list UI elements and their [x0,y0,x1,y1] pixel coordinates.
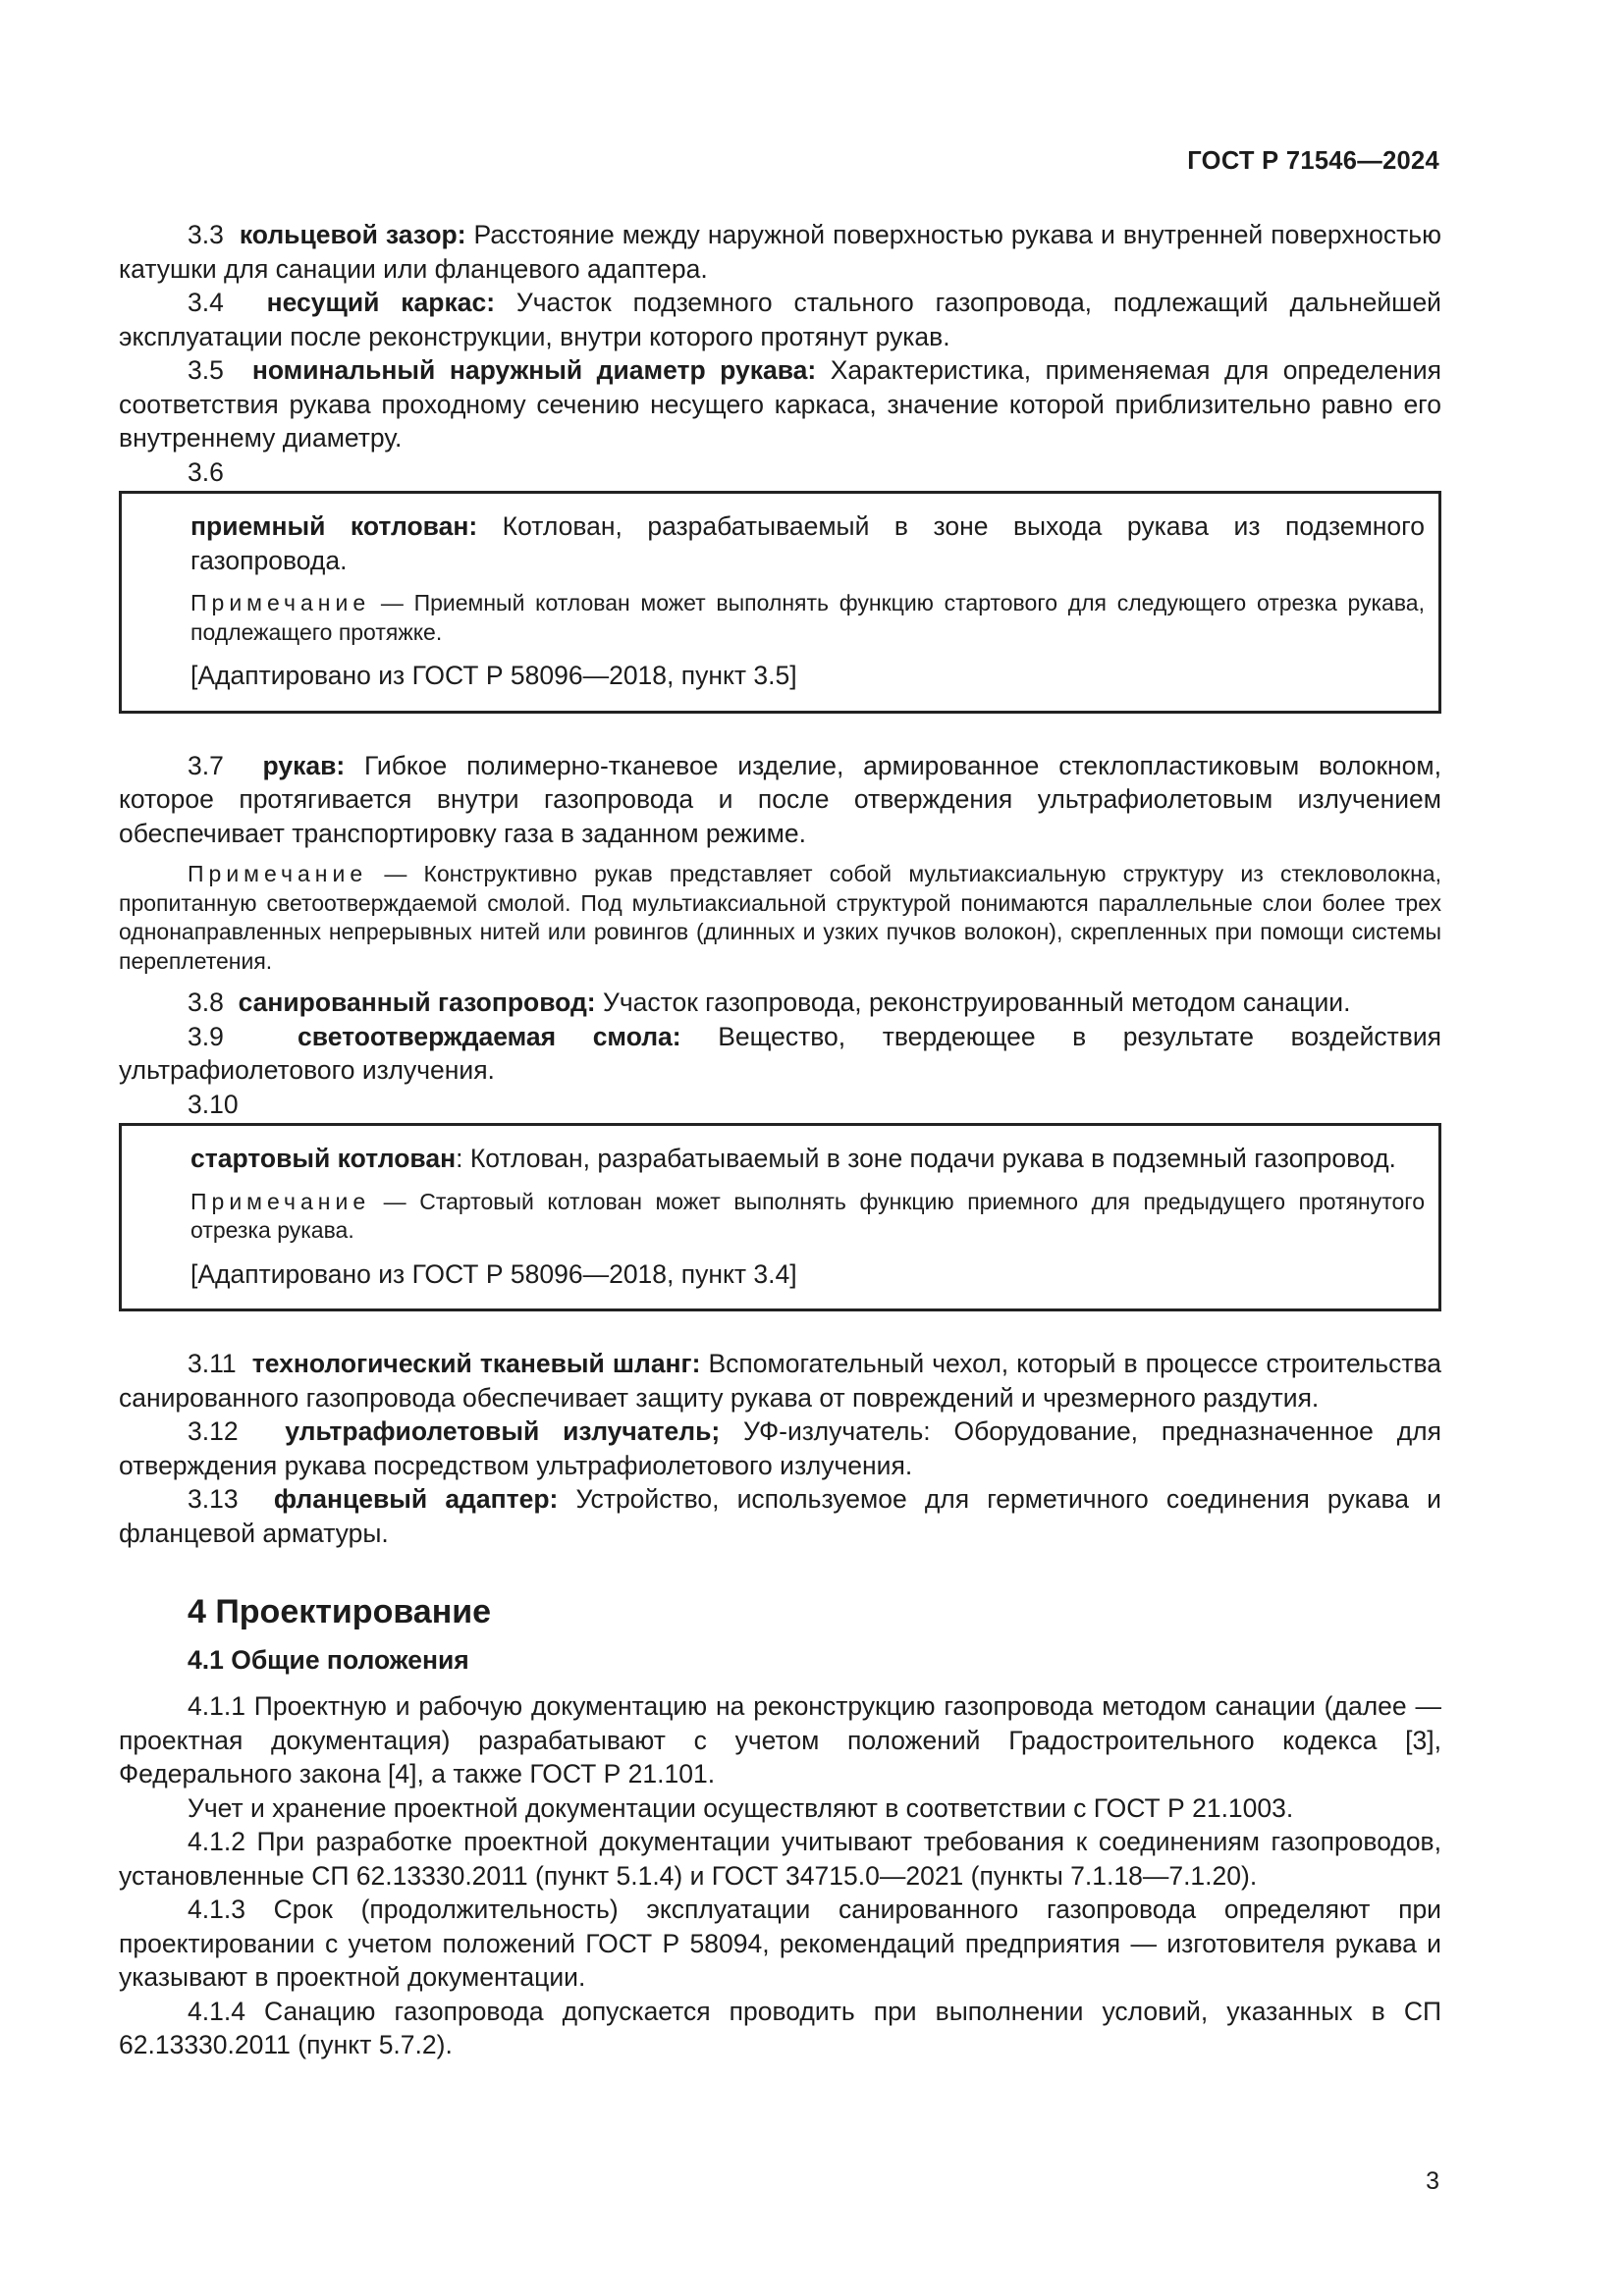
clause-4-1-4: 4.1.4 Санацию газопровода допускается проводить при выполнении условий, указанных в СП 62.13330.2011 (пункт 5.7.2). [119,1996,1441,2059]
term-3-10-definition: стартовый котлован: Котлован, разрабатываемый в зоне подачи рукава в подземный газопровод. [190,1144,1396,1173]
clause-4-1-2: 4.1.2 При разработке проектной документации учитывают требования к соединениям газопроводов, установленные СП 62.13330.2011 (пункт 5.1.4) и ГОСТ 34715.0—2021 (пункты 7.1.18—7.1.20). [119,1827,1441,1891]
term-3-10-source: [Адаптировано из ГОСТ Р 58096—2018, пункт 3.4] [190,1258,797,1289]
term-3-6-number: 3.6 [188,456,224,487]
term-3-12: 3.12 ультрафиолетовый излучатель; УФ-излучатель: Оборудование, предназначенное для отверждения рукава посредством ультрафиолетового излучения. [119,1416,1441,1480]
term-3-6-box [119,491,1441,714]
term-3-7: 3.7 рукав: Гибкое полимерно-тканевое изделие, армированное стеклопластиковым волокном, которое протягивается внутри газопровода и после отверждения ультрафиолетовым излучением обеспечивает транспортировку газа в заданном режиме. [119,750,1441,848]
term-3-6-note: Примечание — Приемный котлован может выполнять функцию стартового для следующего отрезка рукава, подлежащего протяжке. [190,590,1425,645]
clause-4-1-3: 4.1.3 Срок (продолжительность) эксплуатации санированного газопровода определяют при проектировании с учетом положений ГОСТ Р 58094, рекомендаций предприятия — изготовителя рукава и указывают в проектной документации. [119,1895,1441,1992]
term-3-13: 3.13 фланцевый адаптер: Устройство, используемое для герметичного соединения рукава и фланцевой арматуры. [119,1484,1441,1548]
section-4-title: 4 Проектирование [188,1593,492,1630]
term-3-6-definition: приемный котлован: Котлован, разрабатываемый в зоне выхода рукава из подземного газопровода. [190,511,1425,575]
term-3-11: 3.11 технологический тканевый шланг: Вспомогательный чехол, который в процессе строительства санированного газопровода обеспечивает защиту рукава от повреждений и чрезмерного раздутия. [119,1349,1441,1413]
term-3-4: 3.4 несущий каркас: Участок подземного стального газопровода, подлежащий дальнейшей эксплуатации после реконструкции, внутри которого протянут рукав. [119,288,1441,351]
term-3-8: 3.8 санированный газопровод: Участок газопровода, реконструированный методом санации. [188,988,1351,1017]
page-number: 3 [1426,2167,1439,2195]
clause-4-1-1: 4.1.1 Проектную и рабочую документацию на реконструкцию газопровода методом санации (далее — проектная документация) разрабатывают с учетом положений Градостроительного кодекса [3], Федерального закона [4], а также ГОСТ Р 21.101. [119,1691,1441,1789]
term-3-10-number: 3.10 [188,1089,239,1119]
document-code: ГОСТ Р 71546—2024 [1187,147,1439,175]
document-body [119,218,1441,2062]
term-3-7-note: Примечание — Конструктивно рукав представляет собой мультиаксиальную структуру из стекловолокна, пропитанную светоотверждаемой смолой. Под мультиаксиальной структурой понимаются параллельные слои более трех однонаправленных непрерывных нитей или ровингов (длинных и узких пучков волокон), скрепленных при помощи системы переплетения. [119,861,1441,974]
term-3-6-source: [Адаптировано из ГОСТ Р 58096—2018, пункт 3.5] [190,661,797,690]
term-3-9: 3.9 светоотверждаемая смола: Вещество, твердеющее в результате воздействия ультрафиолетового излучения. [119,1021,1441,1085]
term-3-5: 3.5 номинальный наружный диаметр рукава: Характеристика, применяемая для определения соответствия рукава проходному сечению несущего каркаса, значение которой приблизительно равно его внутреннему диаметру. [119,355,1441,453]
term-3-10-note: Примечание — Стартовый котлован может выполнять функцию приемного для предыдущего протянутого отрезка рукава. [190,1188,1425,1243]
term-3-3: 3.3 кольцевой зазор: Расстояние между наружной поверхностью рукава и внутренней поверхностью катушки для санации или фланцевого адаптера. [119,220,1441,284]
section-4-1-title: 4.1 Общие положения [188,1645,469,1675]
clause-4-1-1-storage: Учет и хранение проектной документации осуществляют в соответствии с ГОСТ Р 21.1003. [188,1792,1294,1823]
term-3-10-box [119,1123,1441,1311]
